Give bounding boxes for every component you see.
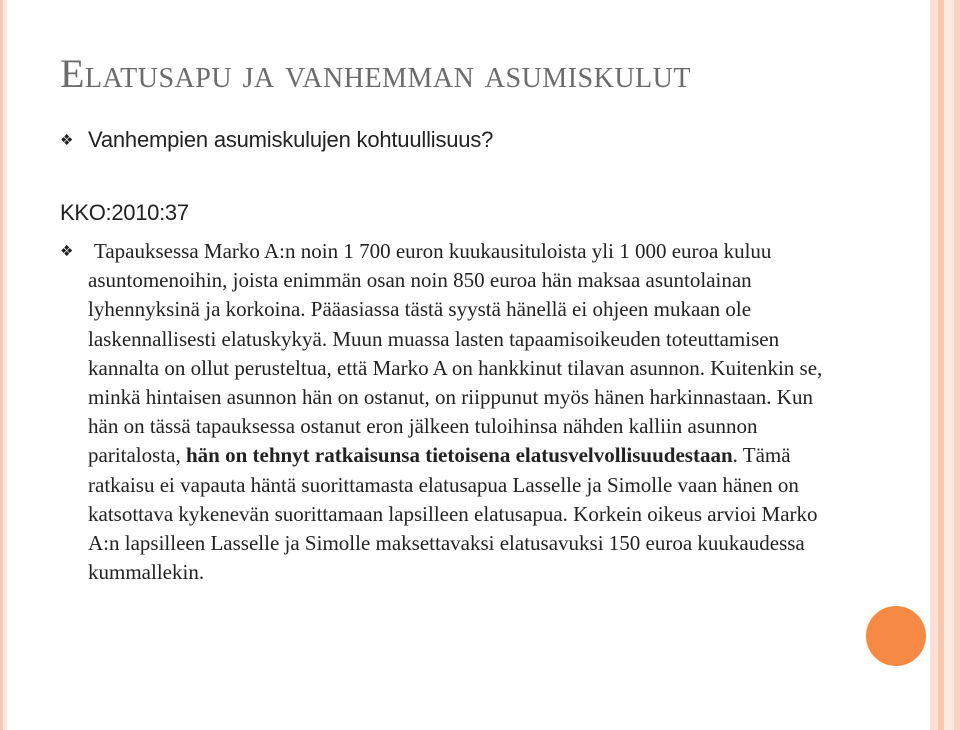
case-reference: KKO:2010:37 bbox=[60, 200, 189, 225]
case-text-emphasis: hän on tehnyt ratkaisunsa tietoisena elatusvelvollisuudestaan bbox=[185, 443, 733, 468]
bullet-text: Vanhempien asumiskulujen kohtuullisuus? bbox=[88, 127, 494, 152]
diamond-bullet-icon: ❖ bbox=[60, 133, 74, 149]
case-text-part2: . Tämä ratkaisu ei vapauta häntä suorittamasta elatusapua Lasselle ja Simolle vaan hänen on katsottava kykenevän suorittamaan lapsilleen elatusapua. Korkein oikeus arvioi Marko A:n lapsilleen Lasselle ja Simolle maksettavaksi elatusavuksi 150 euroa kuukaudessa kummallekin. bbox=[88, 443, 818, 585]
right-decorative-stripe bbox=[930, 0, 938, 730]
case-description bbox=[88, 237, 848, 587]
right-decorative-stripe bbox=[954, 0, 960, 730]
right-decorative-stripe bbox=[944, 0, 954, 730]
decorative-orange-circle bbox=[866, 606, 926, 666]
diamond-bullet-icon: ❖ bbox=[60, 244, 74, 260]
case-text-part1: Tapauksessa Marko A:n noin 1 700 euron kuukausituloista yli 1 000 euroa kuluu asuntomenoihin, joista enimmän osan noin 850 euroa hän maksaa asuntolainan lyhennyksinä ja korkoina. Pääasiassa tästä syystä hänellä ei ohjeen mukaan ole laskennallisesti elatuskykyä. Muun muassa lasten tapaamisoikeuden toteuttamisen kannalta on ollut perusteltua, että Marko A on hankkinut tilavan asunnon. Kuitenkin se, minkä hintaisen asunnon hän on ostanut, on riippunut myös hänen harkinnastaan. Kun hän on tässä tapauksessa ostanut eron jälkeen tuloihinsa nähden kalliin asunnon paritalosta, bbox=[88, 239, 823, 468]
left-decorative-stripe bbox=[0, 0, 7, 730]
slide-title: Elatusapu ja vanhemman asumiskulut bbox=[60, 51, 691, 96]
